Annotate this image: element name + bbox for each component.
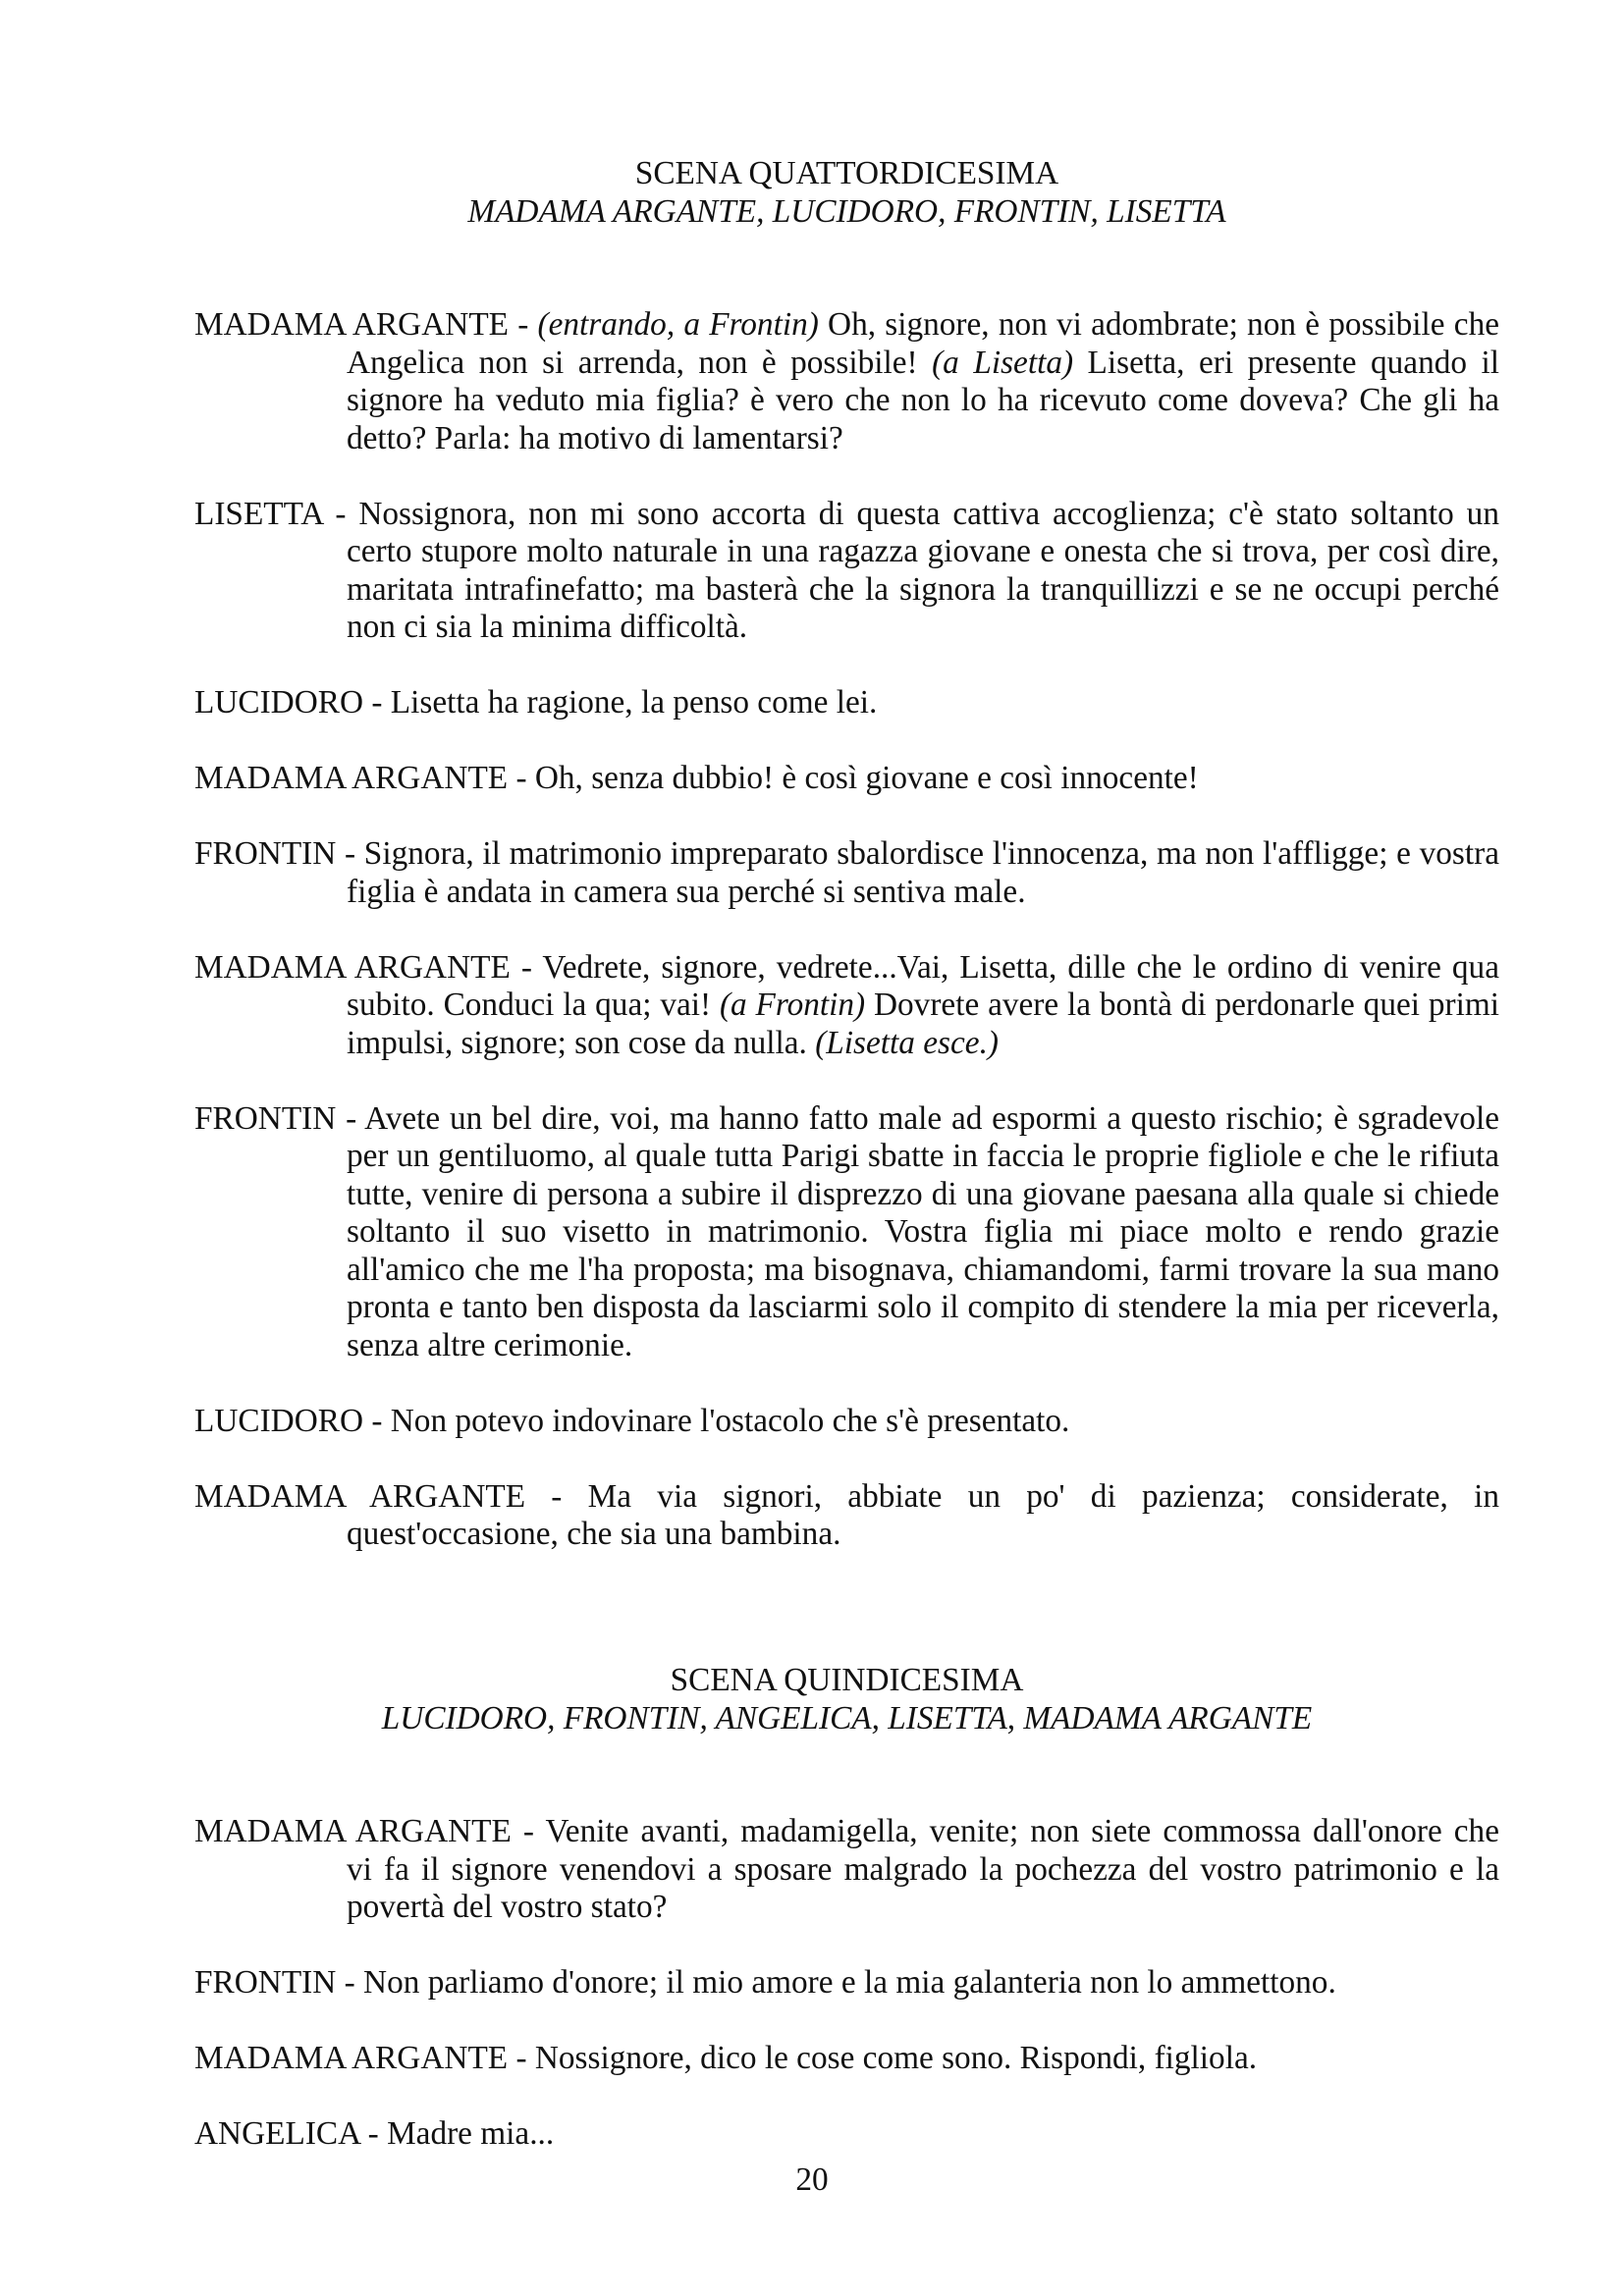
- speech-line: [347, 345, 1499, 383]
- dialogue-text: Venite avanti, madamigella, venite; non siete commossa dall'onore che: [545, 1813, 1499, 1849]
- speech: [194, 835, 1499, 911]
- dialogue-text: Lisetta, eri presente quando il: [1073, 344, 1499, 381]
- dialogue-text: certo stupore molto naturale in una ragazza giovane e onesta che si trova, per così dire,: [347, 533, 1499, 569]
- speech-line: [347, 382, 1499, 420]
- scene-heading: SCENA QUATTORDICESIMA: [634, 155, 1059, 191]
- speaker-name: LUCIDORO -: [194, 684, 391, 721]
- speech-line: [194, 1813, 1499, 1851]
- page-number: 20: [795, 2162, 829, 2198]
- speaker-name: FRONTIN -: [194, 1964, 364, 2001]
- speech-line: [347, 1851, 1499, 1890]
- speech-line: [194, 835, 1499, 874]
- speech: [194, 2040, 1499, 2078]
- stage-direction: (a Lisetta): [932, 344, 1074, 381]
- speech: [194, 949, 1499, 1063]
- speech-line: [347, 874, 1499, 912]
- speech-line: [194, 496, 1499, 534]
- speaker-name: LUCIDORO -: [194, 1402, 391, 1439]
- scene-cast-list: MADAMA ARGANTE, LUCIDORO, FRONTIN, LISETTA: [467, 192, 1226, 230]
- dialogue-text: Non potevo indovinare l'ostacolo che s'è presentato.: [390, 1402, 1070, 1439]
- dialogue-text: Angelica non si arrenda, non è possibile!: [347, 344, 933, 381]
- speech-line: [347, 987, 1499, 1025]
- speech-line: [347, 1889, 1499, 1927]
- speaker-name: MADAMA ARGANTE -: [194, 306, 538, 343]
- speech: [194, 760, 1499, 798]
- speech-line: [347, 571, 1499, 610]
- scene-heading: SCENA QUINDICESIMA: [670, 1662, 1024, 1698]
- dialogue-text: Signora, il matrimonio impreparato sbalordisce l'innocenza, ma non l'affligge; e vostra: [363, 835, 1499, 872]
- speech: [194, 1403, 1499, 1441]
- speaker-name: MADAMA ARGANTE -: [194, 760, 535, 796]
- speech-line: [194, 306, 1499, 345]
- speech-line: [347, 1252, 1499, 1290]
- dialogue-text: non ci sia la minima difficoltà.: [347, 609, 748, 645]
- dialogue-text: Oh, signore, non vi adombrate; non è possibile che: [818, 306, 1499, 343]
- speech-line: [347, 609, 1499, 647]
- dialogue-text: Avete un bel dire, voi, ma hanno fatto male ad espormi a questo rischio; è sgradevole: [364, 1099, 1499, 1137]
- speech: [194, 2115, 1499, 2154]
- dialogue-text: figlia è andata in camera sua perché si sentiva male.: [347, 873, 1026, 910]
- dialogue-text: Ma via signori, abbiate un po' di pazienza; considerate, in: [587, 1477, 1499, 1515]
- speech: [194, 684, 1499, 722]
- dialogue-text: Madre mia...: [387, 2115, 555, 2152]
- speech-line: [347, 1516, 1499, 1554]
- stage-direction: (a Frontin): [719, 987, 866, 1023]
- stage-direction: (entrando, a Frontin): [537, 306, 819, 343]
- dialogue-text: Nossignore, dico le cose come sono. Rispondi, figliola.: [534, 2040, 1258, 2076]
- speech: [194, 496, 1499, 647]
- speech-line: [194, 1478, 1499, 1517]
- speech-line: [347, 1025, 1499, 1063]
- dialogue-text: senza altre cerimonie.: [347, 1326, 633, 1363]
- speaker-name: FRONTIN -: [194, 835, 364, 872]
- dialogue-text: Dovrete avere la bontà di perdonarle quei primi: [865, 987, 1499, 1023]
- speaker-name: MADAMA ARGANTE -: [194, 948, 543, 986]
- dialogue-text: maritata intrafinefatto; ma basterà che la signora la tranquillizzi e se ne occupi perché: [347, 570, 1499, 608]
- dialogue-text: Nossignora, non mi sono accorta di questa cattiva accoglienza; c'è stato soltanto un: [358, 495, 1499, 532]
- speaker-name: MADAMA ARGANTE -: [194, 1813, 546, 1849]
- speech-line: [347, 420, 1499, 458]
- speech-line: [347, 1138, 1499, 1176]
- dialogue-text: signore ha veduto mia figlia? è vero che non lo ha ricevuto come doveva? Che gli ha: [347, 382, 1499, 418]
- dialogue-text: tutte, venire di persona a subire il disprezzo di una giovane paesana alla quale si chiede: [347, 1175, 1499, 1212]
- speech: [194, 306, 1499, 457]
- speech-line: [194, 949, 1499, 988]
- speech-line: [194, 684, 1499, 722]
- stage-direction: (Lisetta esce.): [815, 1024, 999, 1061]
- speech: [194, 1813, 1499, 1927]
- speech-line: [194, 2115, 1499, 2154]
- speech: [194, 1478, 1499, 1554]
- speaker-name: ANGELICA -: [194, 2115, 388, 2152]
- dialogue-text: detto? Parla: ha motivo di lamentarsi?: [347, 419, 843, 456]
- speaker-name: LISETTA -: [194, 495, 359, 532]
- dialogue-text: Non parliamo d'onore; il mio amore e la mia galanteria non lo ammettono.: [363, 1964, 1336, 2001]
- dialogue-text: Lisetta ha ragione, la penso come lei.: [390, 684, 878, 721]
- speech-line: [347, 1289, 1499, 1327]
- dialogue-text: subito. Conduci la qua; vai!: [347, 987, 720, 1023]
- speech-line: [194, 1964, 1499, 2002]
- dialogue-text: soltanto il suo visetto in matrimonio. Vostra figlia mi piace molto e rendo grazie: [347, 1213, 1499, 1250]
- speech-line: [194, 1403, 1499, 1441]
- dialogue-text: Oh, senza dubbio! è così giovane e così innocente!: [534, 760, 1199, 796]
- speech-line: [194, 1100, 1499, 1139]
- speech: [194, 1100, 1499, 1365]
- dialogue-text: impulsi, signore; son cose da nulla.: [347, 1024, 816, 1061]
- speech-line: [194, 2040, 1499, 2078]
- dialogue-text: quest'occasione, che sia una bambina.: [347, 1516, 841, 1552]
- speech-line: [347, 1213, 1499, 1252]
- speech: [194, 1964, 1499, 2002]
- dialogue-text: vi fa il signore venendovi a sposare malgrado la pochezza del vostro patrimonio e la: [347, 1850, 1499, 1888]
- speech-line: [347, 1327, 1499, 1365]
- speaker-name: FRONTIN -: [194, 1099, 365, 1137]
- dialogue-text: Vedrete, signore, vedrete...Vai, Lisetta, dille che le ordino di venire qua: [542, 948, 1499, 986]
- dialogue-text: pronta e tanto ben disposta da lasciarmi solo il compito di stendere la mia per riceverla,: [347, 1289, 1499, 1325]
- speaker-name: MADAMA ARGANTE -: [194, 1477, 588, 1515]
- scene-cast-list: LUCIDORO, FRONTIN, ANGELICA, LISETTA, MADAMA ARGANTE: [381, 1699, 1313, 1736]
- dialogue-text: povertà del vostro stato?: [347, 1889, 668, 1925]
- speech-line: [194, 760, 1499, 798]
- speaker-name: MADAMA ARGANTE -: [194, 2040, 535, 2076]
- dialogue-text: all'amico che me l'ha proposta; ma bisognava, chiamandomi, farmi trovare la sua mano: [347, 1251, 1499, 1288]
- dialogue-text: per un gentiluomo, al quale tutta Parigi sbatte in faccia le proprie figliole e che le rifiuta: [347, 1138, 1499, 1174]
- speech-line: [347, 1176, 1499, 1214]
- speech-line: [347, 533, 1499, 571]
